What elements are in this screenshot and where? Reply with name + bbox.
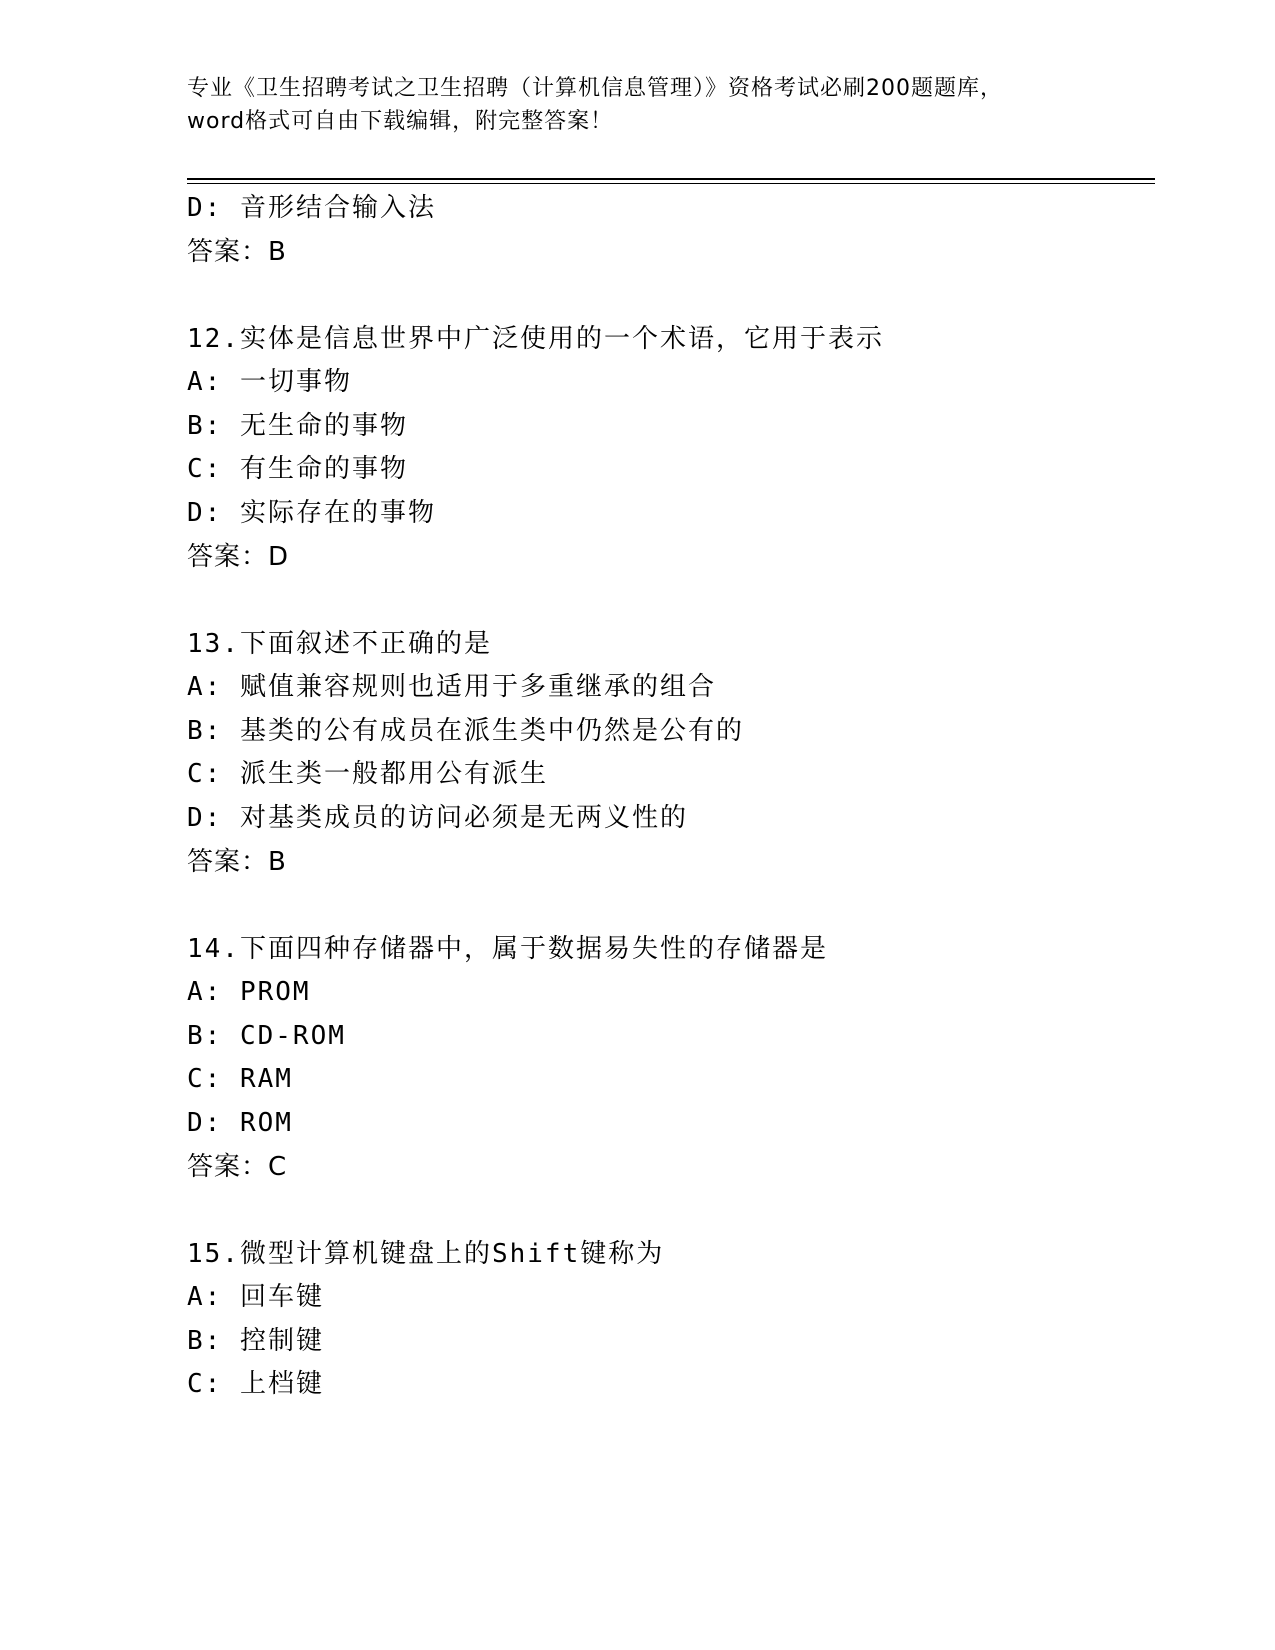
answer: 答案：B	[187, 847, 287, 877]
option-d: D: 实际存在的事物	[187, 498, 436, 528]
option-a: A: 赋值兼容规则也适用于多重继承的组合	[187, 672, 716, 702]
option-c: C: 上档键	[187, 1369, 324, 1399]
header-divider-thin	[187, 183, 1155, 184]
option-c: C: 有生命的事物	[187, 454, 408, 484]
option-b: B: 基类的公有成员在派生类中仍然是公有的	[187, 716, 744, 746]
answer: 答案：D	[187, 542, 290, 572]
option-d: D: 音形结合输入法	[187, 193, 436, 223]
option-b: B: CD-ROM	[187, 1021, 346, 1051]
document-header	[187, 72, 1087, 138]
option-b: B: 无生命的事物	[187, 411, 408, 441]
option-a: A: 一切事物	[187, 367, 352, 397]
option-c: C: RAM	[187, 1064, 293, 1094]
answer: 答案：B	[187, 237, 287, 267]
question-stem: 13.下面叙述不正确的是	[187, 629, 492, 659]
header-line-2: word格式可自由下载编辑，附完整答案！	[187, 109, 614, 134]
option-c: C: 派生类一般都用公有派生	[187, 759, 548, 789]
option-a: A: 回车键	[187, 1282, 324, 1312]
question-stem: 12.实体是信息世界中广泛使用的一个术语，它用于表示	[187, 324, 884, 354]
option-a: A: PROM	[187, 977, 311, 1007]
header-divider-thick	[187, 178, 1155, 180]
header-line-1: 专业《卫生招聘考试之卫生招聘（计算机信息管理）》资格考试必刷200题题库，	[187, 76, 1003, 101]
option-d: D: ROM	[187, 1108, 293, 1138]
question-stem: 14.下面四种存储器中，属于数据易失性的存储器是	[187, 934, 828, 964]
option-d: D: 对基类成员的访问必须是无两义性的	[187, 803, 688, 833]
answer: 答案：C	[187, 1152, 288, 1182]
question-stem: 15.微型计算机键盘上的Shift键称为	[187, 1239, 665, 1269]
option-b: B: 控制键	[187, 1326, 324, 1356]
